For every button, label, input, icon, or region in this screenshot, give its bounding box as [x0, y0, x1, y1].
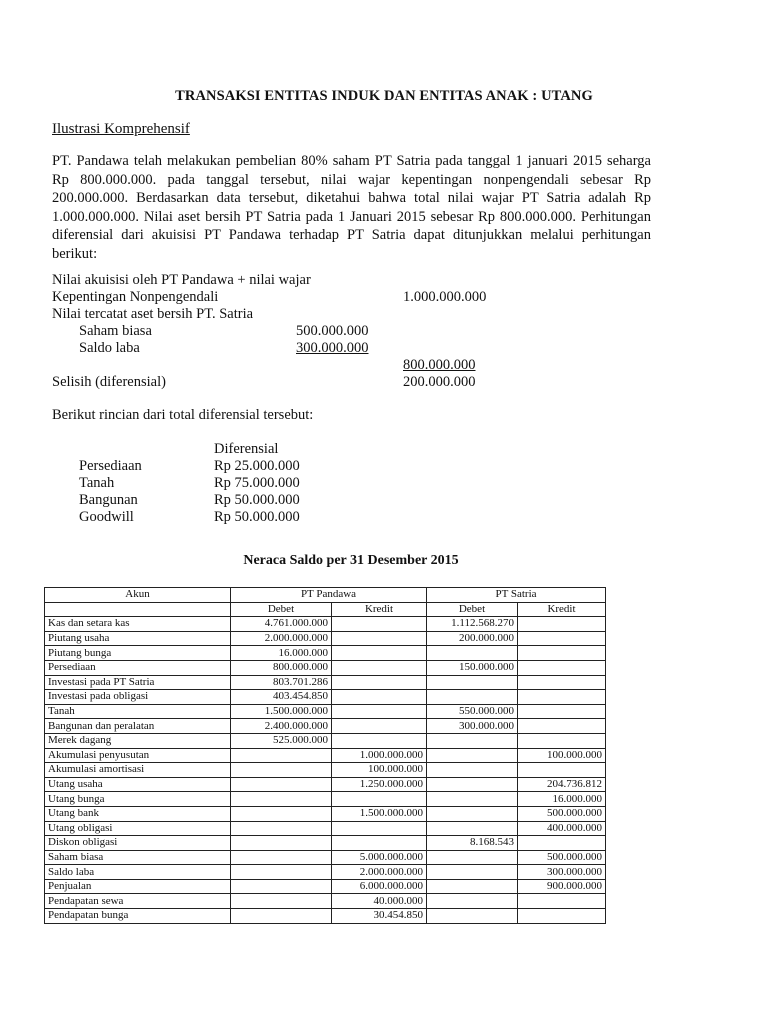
amount-cell: 4.761.000.000	[231, 617, 332, 632]
amount-cell	[427, 865, 518, 880]
amount-cell	[518, 763, 606, 778]
amount-cell	[518, 690, 606, 705]
amount-cell: 400.000.000	[518, 821, 606, 836]
amount-cell: 1.250.000.000	[332, 777, 427, 792]
account-name-cell: Saldo laba	[45, 865, 231, 880]
amount-cell: 800.000.000	[231, 660, 332, 675]
table-row	[45, 806, 606, 821]
table-row	[45, 631, 606, 646]
amount-cell: 1.500.000.000	[332, 806, 427, 821]
amount-cell: 200.000.000	[427, 631, 518, 646]
account-name-cell: Merek dagang	[45, 733, 231, 748]
amount-cell	[231, 850, 332, 865]
amount-cell	[518, 894, 606, 909]
account-name-cell: Utang bunga	[45, 792, 231, 807]
amount-cell	[231, 879, 332, 894]
rincian-item-label: Tanah	[79, 475, 115, 491]
table-row	[45, 617, 606, 632]
account-name-cell: Investasi pada PT Satria	[45, 675, 231, 690]
amount-cell: 16.000.000	[518, 792, 606, 807]
table-row	[45, 733, 606, 748]
amount-cell	[231, 821, 332, 836]
intro-paragraph: PT. Pandawa telah melakukan pembelian 80% saham PT Satria pada tanggal 1 januari 2015 seharga Rp 800.000.000. pada tanggal tersebut, nilai wajar kepentingan nonpengendali sebesar Rp 200.000.000. Berdasarkan data tersebut, diketahui bahwa total nilai wajar PT Satria adalah Rp 1.000.000.000. Nilai aset bersih PT Satria pada 1 Januari 2015 sebesar Rp 800.000.000. Perhitungan diferensial dari akuisisi PT Pandawa terhadap PT Satria dapat ditunjukkan melalui perhitungan berikut:	[52, 153, 651, 262]
rincian-item-value: Rp 50.000.000	[214, 492, 300, 508]
amount-cell: 1.500.000.000	[231, 704, 332, 719]
table-row	[45, 850, 606, 865]
amount-cell	[332, 733, 427, 748]
table-row	[45, 865, 606, 880]
table-header-row	[45, 588, 606, 603]
amount-cell	[332, 646, 427, 661]
table-row	[45, 792, 606, 807]
amount-cell	[231, 763, 332, 778]
amount-cell	[332, 719, 427, 734]
amount-cell	[332, 617, 427, 632]
header-satria: PT Satria	[427, 588, 606, 603]
account-name-cell: Diskon obligasi	[45, 836, 231, 851]
amount-cell: 900.000.000	[518, 879, 606, 894]
table-row	[45, 704, 606, 719]
amount-cell: 403.454.850	[231, 690, 332, 705]
amount-cell: 1.112.568.270	[427, 617, 518, 632]
calc-line-nci-value: 1.000.000.000	[403, 289, 487, 305]
amount-cell	[427, 879, 518, 894]
header-debet: Debet	[231, 602, 332, 617]
amount-cell	[518, 719, 606, 734]
rincian-item-value: Rp 75.000.000	[214, 475, 300, 491]
calc-saham-label: Saham biasa	[79, 323, 152, 339]
table-row	[45, 821, 606, 836]
table-row	[45, 690, 606, 705]
table-subheader-row	[45, 602, 606, 617]
account-name-cell: Investasi pada obligasi	[45, 690, 231, 705]
amount-cell	[231, 865, 332, 880]
amount-cell: 16.000.000	[231, 646, 332, 661]
amount-cell: 30.454.850	[332, 909, 427, 924]
rincian-intro: Berikut rincian dari total diferensial tersebut:	[52, 407, 314, 423]
table-row	[45, 646, 606, 661]
account-name-cell: Persediaan	[45, 660, 231, 675]
amount-cell: 204.736.812	[518, 777, 606, 792]
amount-cell	[427, 763, 518, 778]
calc-subtotal: 800.000.000	[403, 357, 476, 373]
amount-cell: 300.000.000	[518, 865, 606, 880]
amount-cell	[231, 909, 332, 924]
amount-cell	[427, 909, 518, 924]
amount-cell: 525.000.000	[231, 733, 332, 748]
table-row	[45, 748, 606, 763]
account-name-cell: Piutang bunga	[45, 646, 231, 661]
amount-cell	[231, 836, 332, 851]
amount-cell	[518, 836, 606, 851]
account-name-cell: Utang usaha	[45, 777, 231, 792]
amount-cell	[518, 660, 606, 675]
amount-cell: 100.000.000	[332, 763, 427, 778]
header-kredit: Kredit	[518, 602, 606, 617]
document-title: TRANSAKSI ENTITAS INDUK DAN ENTITAS ANAK : UTANG	[175, 88, 593, 104]
amount-cell	[332, 704, 427, 719]
calc-laba-value: 300.000.000	[296, 340, 369, 356]
calc-line-net-assets: Nilai tercatat aset bersih PT. Satria	[52, 306, 254, 322]
amount-cell	[332, 792, 427, 807]
trial-balance-table	[44, 587, 606, 924]
amount-cell	[427, 894, 518, 909]
amount-cell: 5.000.000.000	[332, 850, 427, 865]
table-row	[45, 763, 606, 778]
table-row	[45, 879, 606, 894]
calc-laba-label: Saldo laba	[79, 340, 140, 356]
amount-cell: 150.000.000	[427, 660, 518, 675]
account-name-cell: Akumulasi amortisasi	[45, 763, 231, 778]
amount-cell	[427, 850, 518, 865]
table-row	[45, 675, 606, 690]
account-name-cell: Bangunan dan peralatan	[45, 719, 231, 734]
amount-cell: 6.000.000.000	[332, 879, 427, 894]
amount-cell: 550.000.000	[427, 704, 518, 719]
table-row	[45, 836, 606, 851]
table-row	[45, 909, 606, 924]
amount-cell	[518, 646, 606, 661]
amount-cell: 500.000.000	[518, 806, 606, 821]
rincian-item-label: Goodwill	[79, 509, 134, 525]
amount-cell	[332, 821, 427, 836]
neraca-title: Neraca Saldo per 31 Desember 2015	[243, 553, 459, 568]
amount-cell	[332, 675, 427, 690]
account-name-cell: Akumulasi penyusutan	[45, 748, 231, 763]
account-name-cell: Pendapatan bunga	[45, 909, 231, 924]
account-name-cell: Utang bank	[45, 806, 231, 821]
amount-cell	[231, 894, 332, 909]
amount-cell: 8.168.543	[427, 836, 518, 851]
amount-cell	[231, 777, 332, 792]
amount-cell	[427, 748, 518, 763]
amount-cell	[518, 675, 606, 690]
amount-cell	[427, 821, 518, 836]
header-pandawa: PT Pandawa	[231, 588, 427, 603]
header-blank	[45, 602, 231, 617]
rincian-item-value: Rp 50.000.000	[214, 509, 300, 525]
amount-cell	[518, 617, 606, 632]
account-name-cell: Piutang usaha	[45, 631, 231, 646]
amount-cell	[427, 675, 518, 690]
header-debet: Debet	[427, 602, 518, 617]
rincian-item-label: Persediaan	[79, 458, 142, 474]
amount-cell: 2.000.000.000	[332, 865, 427, 880]
account-name-cell: Utang obligasi	[45, 821, 231, 836]
amount-cell	[518, 631, 606, 646]
calc-saham-value: 500.000.000	[296, 323, 369, 339]
table-row	[45, 660, 606, 675]
amount-cell	[332, 660, 427, 675]
header-akun: Akun	[45, 588, 231, 603]
amount-cell: 803.701.286	[231, 675, 332, 690]
amount-cell	[427, 690, 518, 705]
amount-cell	[231, 806, 332, 821]
amount-cell: 2.400.000.000	[231, 719, 332, 734]
rincian-item-label: Bangunan	[79, 492, 138, 508]
amount-cell: 1.000.000.000	[332, 748, 427, 763]
table-row	[45, 777, 606, 792]
amount-cell: 500.000.000	[518, 850, 606, 865]
table-row	[45, 894, 606, 909]
account-name-cell: Saham biasa	[45, 850, 231, 865]
calc-line-acquisition: Nilai akuisisi oleh PT Pandawa + nilai wajar	[52, 272, 311, 288]
calc-line-nci-label: Kepentingan Nonpengendali	[52, 289, 219, 305]
amount-cell	[427, 806, 518, 821]
amount-cell	[427, 777, 518, 792]
amount-cell	[332, 631, 427, 646]
header-kredit: Kredit	[332, 602, 427, 617]
amount-cell	[332, 690, 427, 705]
calc-selisih-label: Selisih (diferensial)	[52, 374, 166, 390]
amount-cell	[231, 748, 332, 763]
rincian-header: Diferensial	[214, 441, 279, 457]
table-row	[45, 719, 606, 734]
account-name-cell: Pendapatan sewa	[45, 894, 231, 909]
amount-cell	[231, 792, 332, 807]
amount-cell: 300.000.000	[427, 719, 518, 734]
amount-cell: 2.000.000.000	[231, 631, 332, 646]
amount-cell	[427, 792, 518, 807]
calc-selisih-value: 200.000.000	[403, 374, 476, 390]
account-name-cell: Kas dan setara kas	[45, 617, 231, 632]
rincian-item-value: Rp 25.000.000	[214, 458, 300, 474]
amount-cell	[427, 733, 518, 748]
amount-cell: 100.000.000	[518, 748, 606, 763]
amount-cell	[518, 909, 606, 924]
section-subtitle: Ilustrasi Komprehensif	[52, 121, 190, 137]
amount-cell	[427, 646, 518, 661]
amount-cell	[518, 704, 606, 719]
account-name-cell: Tanah	[45, 704, 231, 719]
account-name-cell: Penjualan	[45, 879, 231, 894]
amount-cell	[518, 733, 606, 748]
amount-cell	[332, 836, 427, 851]
amount-cell: 40.000.000	[332, 894, 427, 909]
